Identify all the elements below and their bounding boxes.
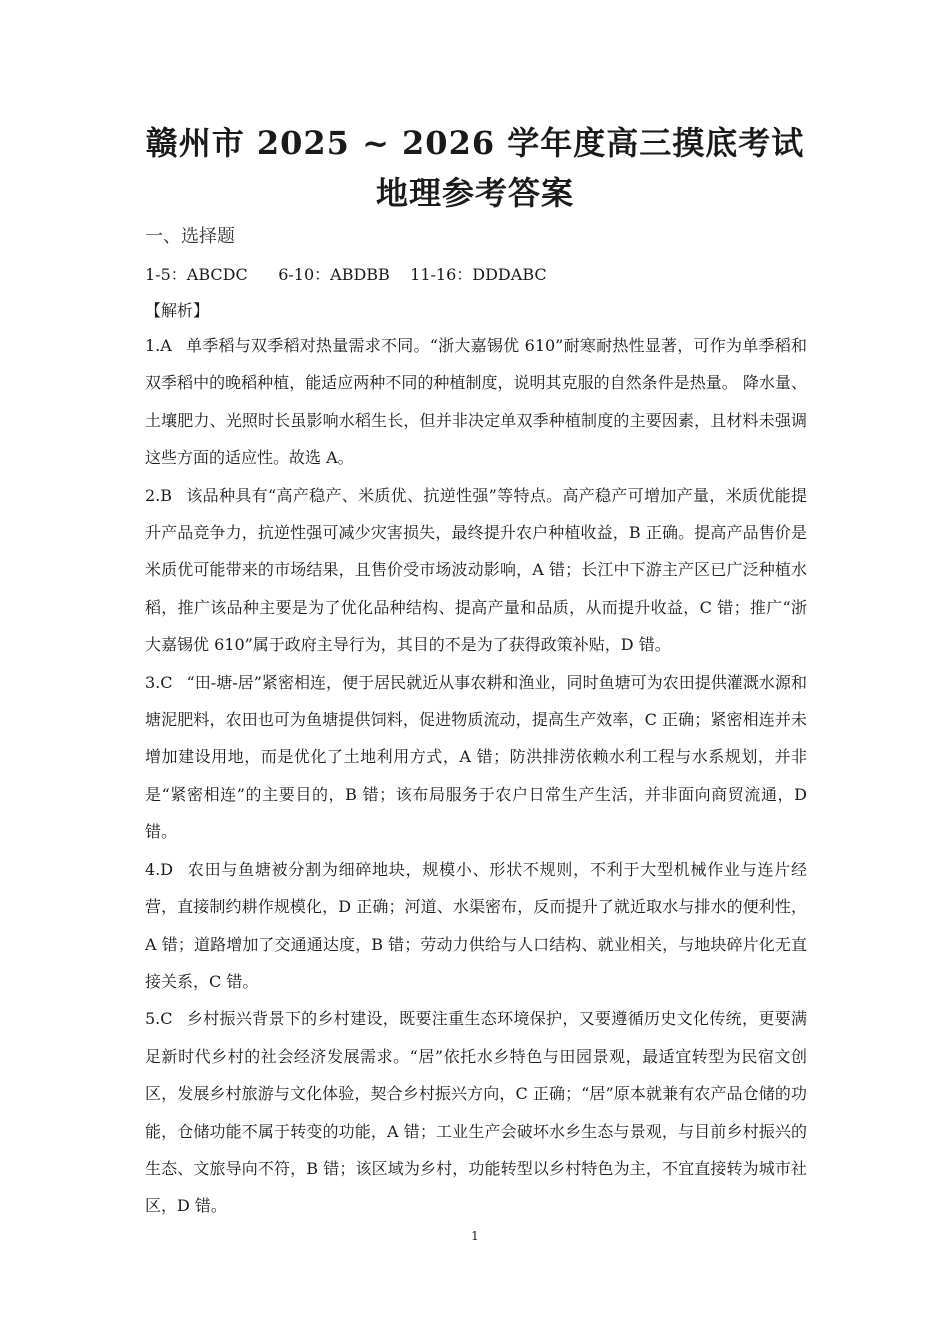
explanations [145, 327, 807, 1225]
page-subtitle: 地理参考答案 [375, 174, 574, 212]
explanation-item [145, 851, 807, 1001]
explanation-item [145, 664, 807, 851]
question-number: 4.D [145, 859, 174, 879]
explanation-text: 乡村振兴背景下的乡村建设，既要注重生态环境保护，又要遵循历史文化传统，更要满足新时代乡村的社会经济发展需求。“居”依托水乡特色与田园景观，最适宜转型为民宿文创区，发展乡村旅游与文化体验，契合乡村振兴方向，C 正确；“居”原本就兼有农产品仓储的功能，仓储功能不属于转变的功能，A 错；工业生产会破坏水乡生态与景观，与目前乡村振兴的生态、文旅导向不符，B 错；该区域为乡村，功能转型以乡村特色为主，不宜直接转为城市社区，D 错。 [145, 1009, 807, 1216]
question-number: 1.A [145, 336, 172, 355]
page-number: 1 [471, 1229, 479, 1243]
question-number: 5.C [145, 1009, 173, 1029]
explanation-text: 单季稻与双季稻对热量需求不同。“浙大嘉锡优 610”耐寒耐热性显著，可作为单季稻和双季稻中的晚稻种植，能适应两种不同的种植制度，说明其克服的自然条件是热量。 降水量、土壤肥力、光照时长虽影响水稻生长，但并非决定单双季种植制度的主要因素，且材料未强调这些方面的适应性。故选 A。 [145, 336, 807, 468]
explanation-item [145, 327, 807, 477]
answer-key: 1-5：ABCDC 6-10：ABDBB 11-16：DDDABC [145, 265, 547, 284]
explanation-text: 农田与鱼塘被分割为细碎地块，规模小、形状不规则，不利于大型机械作业与连片经营，直接制约耕作规模化，D 正确；河道、水渠密布，反而提升了就近取水与排水的便利性，A 错；道路增加了交通通达度，B 错；劳动力供给与人口结构、就业相关，与地块碎片化无直接关系，C 错。 [145, 859, 807, 991]
page-title: 赣州市 2025 ~ 2026 学年度高三摸底考试 [145, 124, 805, 162]
question-number: 3.C [145, 672, 173, 692]
analysis-label: 【解析】 [145, 301, 210, 320]
explanation-text: 该品种具有“高产稳产、米质优、抗逆性强”等特点。高产稳产可增加产量，米质优能提升产品竞争力，抗逆性强可减少灾害损失，最终提升农户种植收益，B 正确。提高产品售价是米质优可能带来的市场结果，且售价受市场波动影响，A 错；长江中下游主产区已广泛种植水稻，推广该品种主要是为了优化品种结构、提高产量和品质，从而提升收益，C 错；推广“浙大嘉锡优 610”属于政府主导行为，其目的不是为了获得政策补贴，D 错。 [145, 485, 807, 655]
explanation-text: “田-塘-居”紧密相连，便于居民就近从事农耕和渔业，同时鱼塘可为农田提供灌溉水源和塘泥肥料，农田也可为鱼塘提供饲料，促进物质流动，提高生产效率，C 正确；紧密相连并未增加建设用地，而是优化了土地利用方式，A 错；防洪排涝依赖水利工程与水系规划，并非是“紧密相连”的主要目的，B 错；该布局服务于农户日常生产生活，并非面向商贸流通，D 错。 [145, 672, 807, 842]
explanation-item [145, 477, 807, 664]
explanation-item [145, 1000, 807, 1224]
question-number: 2.B [145, 485, 173, 505]
section-heading: 一、选择题 [145, 226, 235, 247]
